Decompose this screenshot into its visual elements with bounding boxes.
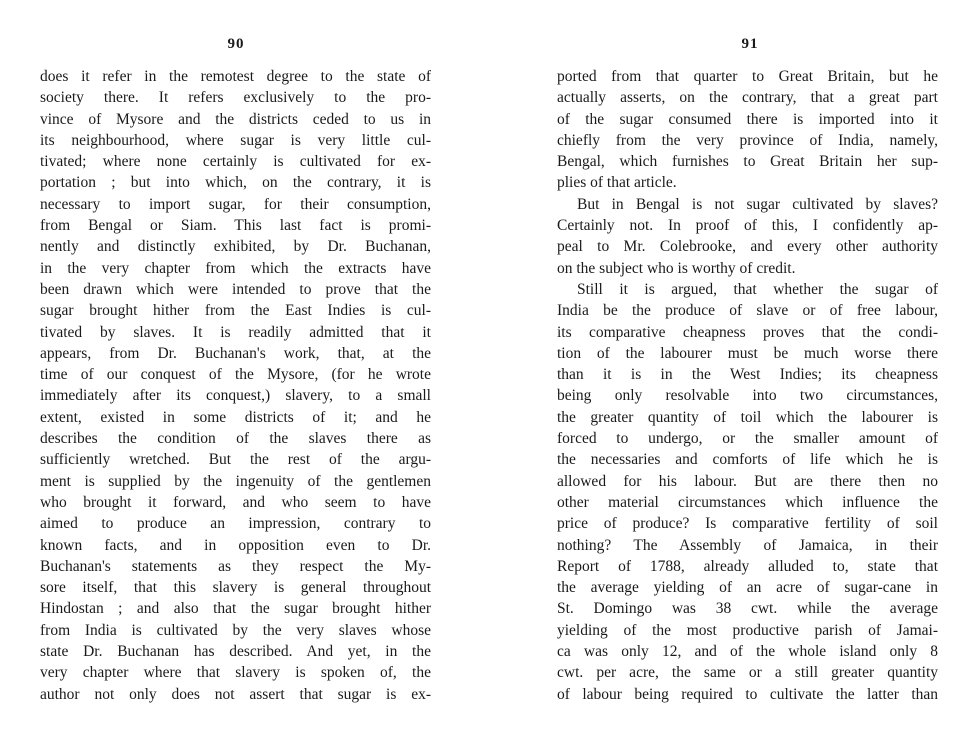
text-line: ment is supplied by the ingenuity of the gentlemen (40, 472, 431, 490)
text-line: its neighbourhood, where sugar is very little cul- (40, 131, 431, 149)
right-page (500, 0, 980, 742)
text-line: forced to undergo, or the smaller amount of (557, 430, 938, 448)
text-line: does it refer in the remotest degree to the state of (40, 68, 431, 85)
text-line: But in Bengal is not sugar cultivated by slaves? (577, 195, 938, 213)
text-line: nently and distinctly exhibited, by Dr. Buchanan, (40, 238, 431, 256)
text-line: tivated; where none certainly is cultivated for ex- (40, 153, 431, 171)
text-line: aimed to produce an impression, contrary to (40, 515, 431, 533)
text-line: price of produce? Is comparative fertility of soil (557, 515, 938, 533)
text-line: Certainly not. In proof of this, I confidently ap- (557, 217, 938, 235)
text-line: Still it is argued, that whether the sugar of (577, 280, 938, 298)
text-line: Bengal, which furnishes to Great Britain her sup- (557, 153, 938, 171)
text-line: plies of that article. (557, 174, 677, 192)
text-line: ported from that quarter to Great Britain, but he (557, 68, 938, 85)
text-line: peal to Mr. Colebrooke, and every other authority (557, 238, 938, 256)
text-line: nothing? The Assembly of Jamaica, in their (557, 536, 938, 554)
text-line: state Dr. Buchanan has described. And yet, in the (40, 643, 431, 661)
text-line: of labour being required to cultivate the latter than (557, 685, 938, 703)
text-line: than it is in the West Indies; its cheapness (557, 366, 938, 384)
text-line: on the subject who is worthy of credit. (557, 259, 796, 277)
text-line: tion of the labourer must be much worse there (557, 344, 938, 362)
text-line: in the very chapter from which the extracts have (40, 259, 431, 277)
text-line: vince of Mysore and the districts ceded to us in (40, 110, 431, 128)
text-line: India be the produce of slave or of free labour, (557, 302, 938, 320)
text-line: from India is cultivated by the very slaves whose (40, 621, 431, 639)
text-line: the average yielding of an acre of sugar-cane in (557, 579, 938, 597)
text-line: extent, existed in some districts of it; and he (40, 408, 431, 426)
text-line: tivated by slaves. It is readily admitted that it (40, 323, 431, 341)
text-line: describes the condition of the slaves there as (40, 430, 431, 448)
page-body (40, 66, 431, 705)
text-line: allowed for his labour. But are there then no (557, 472, 938, 490)
text-line: been drawn which were intended to prove that the (40, 280, 431, 298)
text-line: necessary to import sugar, for their consumption, (40, 195, 431, 213)
text-line: society there. It refers exclusively to the pro- (40, 89, 431, 107)
text-line: its comparative cheapness proves that the condi- (557, 323, 938, 341)
text-line: ca was only 12, and of the whole island only 8 (557, 643, 938, 661)
text-line: immediately after its conquest,) slavery, to a small (40, 387, 431, 405)
text-line: Buchanan's statements as they respect the My- (40, 557, 431, 575)
left-page (0, 0, 480, 742)
text-line: sore itself, that this slavery is general throughout (40, 579, 431, 597)
text-line: the greater quantity of toil which the labourer is (557, 408, 938, 426)
page-number: 90 (227, 36, 245, 52)
text-line: Report of 1788, already alluded to, state that (557, 557, 938, 575)
text-line: very chapter where that slavery is spoken of, the (40, 664, 431, 682)
text-line: St. Domingo was 38 cwt. while the average (557, 600, 938, 618)
text-line: yielding of the most productive parish of Jamai- (557, 621, 938, 639)
page-number: 91 (741, 36, 759, 52)
text-line: appears, from Dr. Buchanan's work, that, at the (40, 344, 431, 362)
page-body (557, 66, 938, 705)
text-line: time of our conquest of the Mysore, (for he wrote (40, 366, 431, 384)
text-line: sugar brought hither from the East Indies is cul- (40, 302, 431, 320)
text-line: from Bengal or Siam. This last fact is promi- (40, 217, 431, 235)
text-line: who brought it forward, and who seem to have (40, 493, 431, 511)
text-line: other material circumstances which influence the (557, 493, 938, 511)
text-line: chiefly from the very province of India, namely, (557, 131, 938, 149)
text-line: of the sugar consumed there is imported into it (557, 110, 938, 128)
text-line: the necessaries and comforts of life which he is (557, 451, 938, 469)
text-line: Hindostan ; and also that the sugar brought hither (40, 600, 431, 618)
text-line: being only resolvable into two circumstances, (557, 387, 938, 405)
text-line: author not only does not assert that sugar is ex- (40, 685, 431, 703)
text-line: actually asserts, on the contrary, that a great part (557, 89, 938, 107)
text-line: sufficiently wretched. But the rest of the argu- (40, 451, 431, 469)
text-line: cwt. per acre, the same or a still greater quantity (557, 664, 938, 682)
text-line: known facts, and in opposition even to Dr. (40, 536, 431, 554)
text-line: portation ; but into which, on the contrary, it is (40, 174, 431, 192)
